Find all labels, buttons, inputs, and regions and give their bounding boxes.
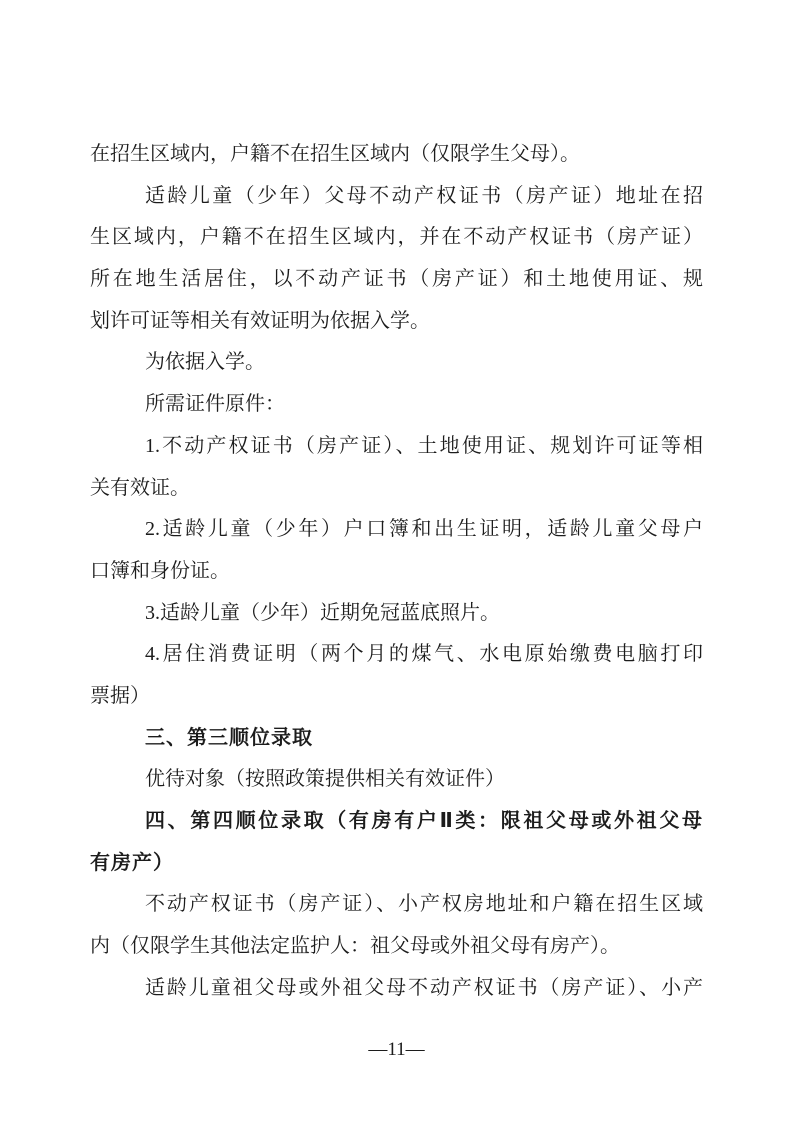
text-line: 票据） xyxy=(90,684,150,707)
text-line: 为依据入学。 xyxy=(145,351,265,374)
text-line: 优待对象（按照政策提供相关有效证件） xyxy=(145,768,505,791)
section-heading-third-priority: 三、第三顺位录取 xyxy=(145,726,313,749)
text-line: 关有效证。 xyxy=(90,476,190,499)
text-line: 适龄儿童祖父母或外祖父母不动产权证书（房产证）、小产 xyxy=(145,976,703,999)
section-heading-continuation: 有房产） xyxy=(90,851,174,874)
text-line: 生区域内，户籍不在招生区域内，并在不动产权证书（房产证） xyxy=(90,226,703,249)
text-line: 划许可证等相关有效证明为依据入学。 xyxy=(90,309,430,332)
list-item-1: 1.不动产权证书（房产证）、土地使用证、规划许可证等相 xyxy=(145,434,703,457)
text-line: 所需证件原件： xyxy=(145,393,285,416)
text-line: 适龄儿童（少年）父母不动产权证书（房产证）地址在招 xyxy=(145,184,703,207)
list-item-2: 2.适龄儿童（少年）户口簿和出生证明，适龄儿童父母户 xyxy=(145,518,703,541)
text-line: 不动产权证书（房产证）、小产权房地址和户籍在招生区域 xyxy=(145,893,703,916)
text-line: 口簿和身份证。 xyxy=(90,559,230,582)
section-heading-fourth-priority: 四、第四顺位录取（有房有户Ⅱ类：限祖父母或外祖父母 xyxy=(145,810,703,832)
text-line: 内（仅限学生其他法定监护人：祖父母或外祖父母有房产）。 xyxy=(90,935,620,958)
list-item-3: 3.适龄儿童（少年）近期免冠蓝底照片。 xyxy=(145,601,500,624)
page-number: —11— xyxy=(368,1039,425,1060)
list-item-4: 4.居住消费证明（两个月的煤气、水电原始缴费电脑打印 xyxy=(145,643,703,666)
text-line: 所在地生活居住，以不动产证书（房产证）和土地使用证、规 xyxy=(90,268,703,291)
document-body xyxy=(90,134,703,1009)
text-line: 在招生区域内，户籍不在招生区域内（仅限学生父母）。 xyxy=(90,143,580,165)
